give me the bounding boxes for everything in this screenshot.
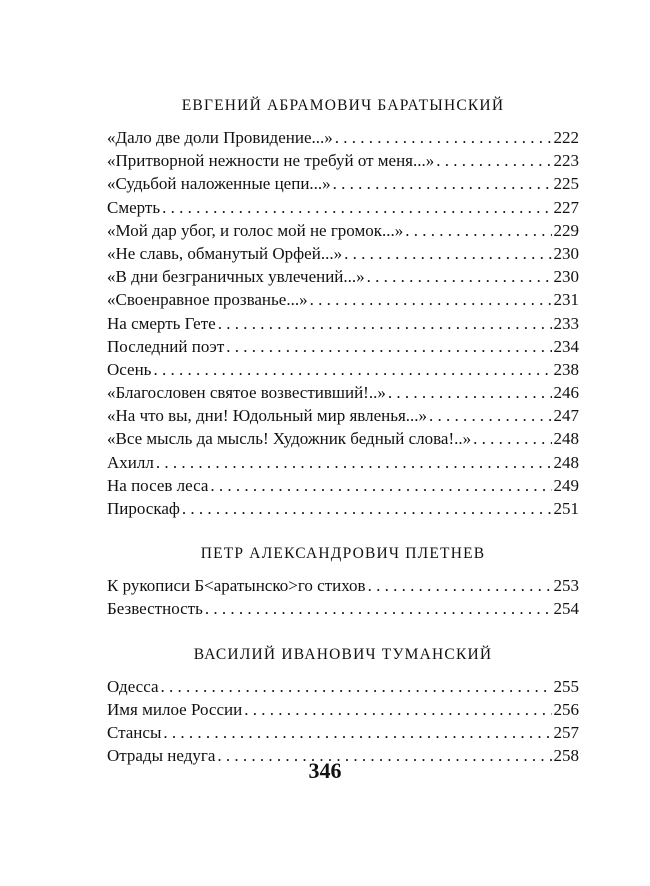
toc-entry[interactable] bbox=[107, 381, 579, 404]
toc-entry-page: 256 bbox=[553, 699, 579, 719]
dot-leader bbox=[368, 574, 552, 597]
toc-entry-page: 234 bbox=[553, 336, 579, 356]
dot-leader bbox=[210, 474, 551, 497]
dot-leader bbox=[153, 358, 551, 381]
toc-entry[interactable] bbox=[107, 698, 579, 721]
dot-leader bbox=[429, 404, 551, 427]
toc-entry[interactable] bbox=[107, 497, 579, 520]
toc-entry[interactable] bbox=[107, 721, 579, 744]
toc-entry-page: 255 bbox=[553, 676, 579, 696]
toc-entry-page: 258 bbox=[553, 746, 579, 766]
toc-entry-page: 225 bbox=[553, 174, 579, 194]
toc-entry-page: 254 bbox=[553, 599, 579, 619]
toc-entry-page: 248 bbox=[553, 452, 579, 472]
dot-leader bbox=[367, 265, 552, 288]
toc-entry[interactable] bbox=[107, 149, 579, 172]
toc-entry-page: 238 bbox=[553, 359, 579, 379]
dot-leader bbox=[244, 698, 551, 721]
section-author-heading: ПЕТР АЛЕКСАНДРОВИЧ ПЛЕТНЕВ bbox=[200, 545, 486, 563]
toc-entry[interactable] bbox=[107, 574, 579, 597]
toc-entry-page: 251 bbox=[553, 499, 579, 518]
toc-entry[interactable] bbox=[107, 474, 579, 497]
toc-entry[interactable] bbox=[107, 427, 579, 450]
toc-entry-page: 231 bbox=[553, 290, 579, 310]
dot-leader bbox=[161, 675, 552, 698]
toc-entry-title: Осень bbox=[107, 359, 152, 379]
toc-entry[interactable] bbox=[107, 451, 579, 474]
toc-entry-title: Безвестность bbox=[107, 599, 203, 619]
toc-entry-title: К рукописи Б<аратынско>го стихов bbox=[107, 576, 366, 596]
toc-entry[interactable] bbox=[107, 358, 579, 381]
toc-entry-title: «Все мысль да мысль! Художник бедный слова!..» bbox=[107, 429, 472, 449]
toc-entry-title: «Мой дар убог, и голос мой не громок...» bbox=[107, 220, 404, 240]
toc-entry-title: «В дни безграничных увлечений...» bbox=[107, 267, 365, 287]
dot-leader bbox=[218, 312, 552, 335]
toc-section bbox=[107, 544, 579, 620]
toc-entry-title: Стансы bbox=[107, 722, 162, 742]
toc-entry-page: 222 bbox=[553, 128, 579, 147]
dot-leader bbox=[335, 126, 552, 149]
section-author-heading: ЕВГЕНИЙ АБРАМОВИЧ БАРАТЫНСКИЙ bbox=[181, 97, 505, 114]
toc-entry[interactable] bbox=[107, 675, 579, 698]
toc-entry[interactable] bbox=[107, 288, 579, 311]
toc-entry-title: «Дало две доли Провидение...» bbox=[107, 128, 333, 147]
dot-leader bbox=[436, 149, 551, 172]
toc-entry-title: На смерть Гете bbox=[107, 313, 216, 333]
dot-leader bbox=[226, 335, 551, 358]
toc-entry-title: «На что вы, дни! Юдольный мир явленья...» bbox=[107, 406, 428, 426]
toc-entry-page: 230 bbox=[553, 243, 579, 263]
toc-entry[interactable] bbox=[107, 404, 579, 427]
dot-leader bbox=[310, 288, 552, 311]
dot-leader bbox=[162, 196, 551, 219]
toc-entry-page: 230 bbox=[553, 267, 579, 287]
toc-entry-title: На посев леса bbox=[107, 475, 209, 495]
toc-entry-title: Последний поэт bbox=[107, 336, 225, 356]
table-of-contents bbox=[107, 96, 579, 767]
toc-entry[interactable] bbox=[107, 597, 579, 620]
dot-leader bbox=[344, 242, 551, 265]
dot-leader bbox=[405, 219, 551, 242]
toc-entry-page: 247 bbox=[553, 406, 579, 426]
section-author-heading: ВАСИЛИЙ ИВАНОВИЧ ТУМАНСКИЙ bbox=[193, 645, 493, 663]
toc-entry[interactable] bbox=[107, 265, 579, 288]
page-number: 346 bbox=[308, 758, 342, 783]
toc-entry[interactable] bbox=[107, 219, 579, 242]
dot-leader bbox=[205, 597, 552, 620]
toc-entry-page: 233 bbox=[553, 313, 579, 333]
toc-entry-page: 257 bbox=[553, 722, 579, 742]
toc-entry-title: Ахилл bbox=[107, 452, 154, 472]
toc-entry-page: 223 bbox=[553, 151, 579, 171]
dot-leader bbox=[182, 497, 552, 520]
toc-entry-title: «Своенравное прозванье...» bbox=[107, 290, 308, 310]
toc-entry[interactable] bbox=[107, 126, 579, 149]
dot-leader bbox=[473, 427, 551, 450]
toc-entry[interactable] bbox=[107, 312, 579, 335]
toc-entry[interactable] bbox=[107, 335, 579, 358]
toc-entry-title: «Притворной нежности не требуй от меня...» bbox=[107, 151, 435, 171]
toc-entry-page: 248 bbox=[553, 429, 579, 449]
toc-entry-page: 249 bbox=[553, 475, 579, 495]
toc-entry-title: Одесса bbox=[107, 676, 159, 696]
toc-entry-title: Пироскаф bbox=[107, 499, 180, 518]
toc-entry-title: «Судьбой наложенные цепи...» bbox=[107, 174, 331, 194]
toc-entry-page: 229 bbox=[553, 220, 579, 240]
toc-section bbox=[107, 645, 579, 768]
dot-leader bbox=[388, 381, 552, 404]
toc-entry[interactable] bbox=[107, 196, 579, 219]
toc-entry-title: «Благословен святое возвестивший!..» bbox=[107, 383, 386, 403]
dot-leader bbox=[163, 721, 551, 744]
toc-entry[interactable] bbox=[107, 172, 579, 195]
toc-section bbox=[107, 96, 579, 520]
toc-entry-title: Отрады недуга bbox=[107, 746, 216, 766]
toc-entry[interactable] bbox=[107, 242, 579, 265]
toc-entry-page: 246 bbox=[553, 383, 579, 403]
toc-entry-title: Имя милое России bbox=[107, 699, 243, 719]
dot-leader bbox=[333, 172, 552, 195]
toc-entry-title: «Не славь, обманутый Орфей...» bbox=[107, 243, 343, 263]
dot-leader bbox=[156, 451, 552, 474]
toc-entry-page: 227 bbox=[553, 197, 579, 217]
toc-entry-page: 253 bbox=[553, 576, 579, 596]
toc-entry-title: Смерть bbox=[107, 197, 161, 217]
